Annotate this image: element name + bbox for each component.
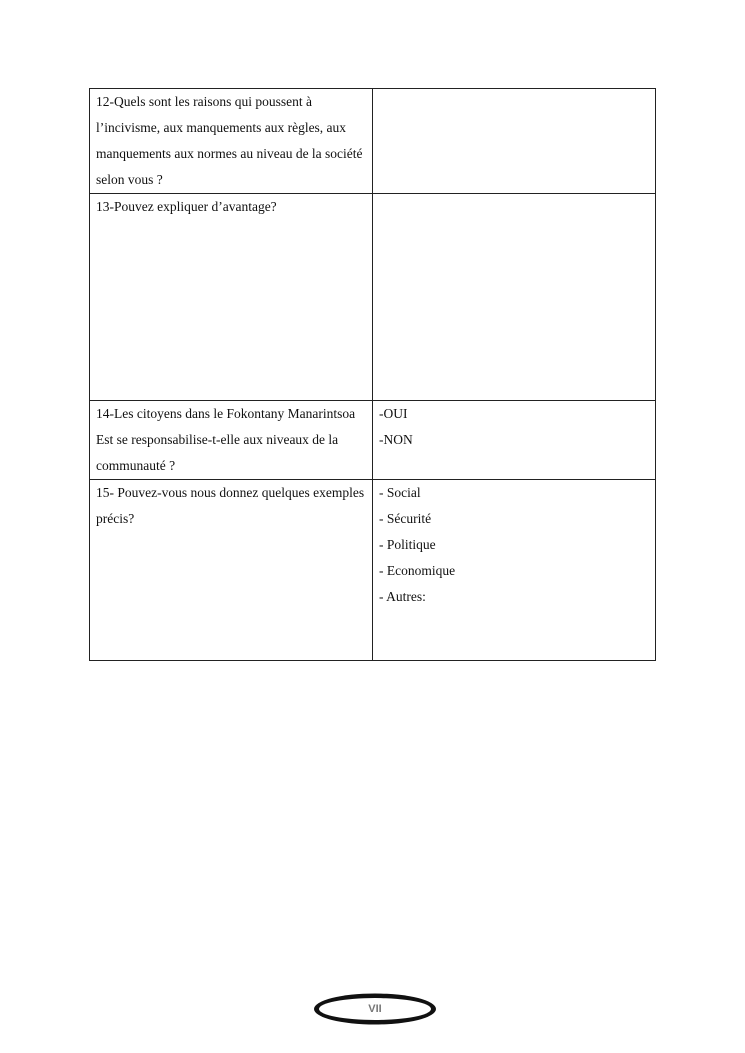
answer-option: - Social [379,485,421,500]
answer-cell [373,401,656,480]
answer-option: -OUI [379,406,408,421]
answer-cell [373,89,656,194]
answer-option: - Sécurité [379,511,432,526]
question-text: 12-Quels sont les raisons qui poussent à l’incivisme, aux manquements aux règles, aux manquements aux normes au niveau de la société selon vous ? [90,89,373,194]
answer-option: - Autres: [379,589,426,604]
page-number-badge [312,992,438,1026]
question-row-15 [90,480,656,661]
question-row-13 [90,194,656,401]
question-row-14 [90,401,656,480]
answer-option: -NON [379,432,413,447]
answer-cell [373,480,656,661]
question-text: 14-Les citoyens dans le Fokontany Manarintsoa Est se responsabilise-t-elle aux niveaux de la communauté ? [90,401,373,480]
page-number: VII [368,1003,382,1015]
question-text: 15- Pouvez-vous nous donnez quelques exemples précis? [90,480,373,661]
answer-cell [373,194,656,401]
answer-option: - Economique [379,563,456,578]
question-text: 13-Pouvez expliquer d’avantage? [90,194,373,401]
question-row-12 [90,89,656,194]
answer-option: - Politique [379,537,436,552]
questionnaire-table [89,88,656,661]
